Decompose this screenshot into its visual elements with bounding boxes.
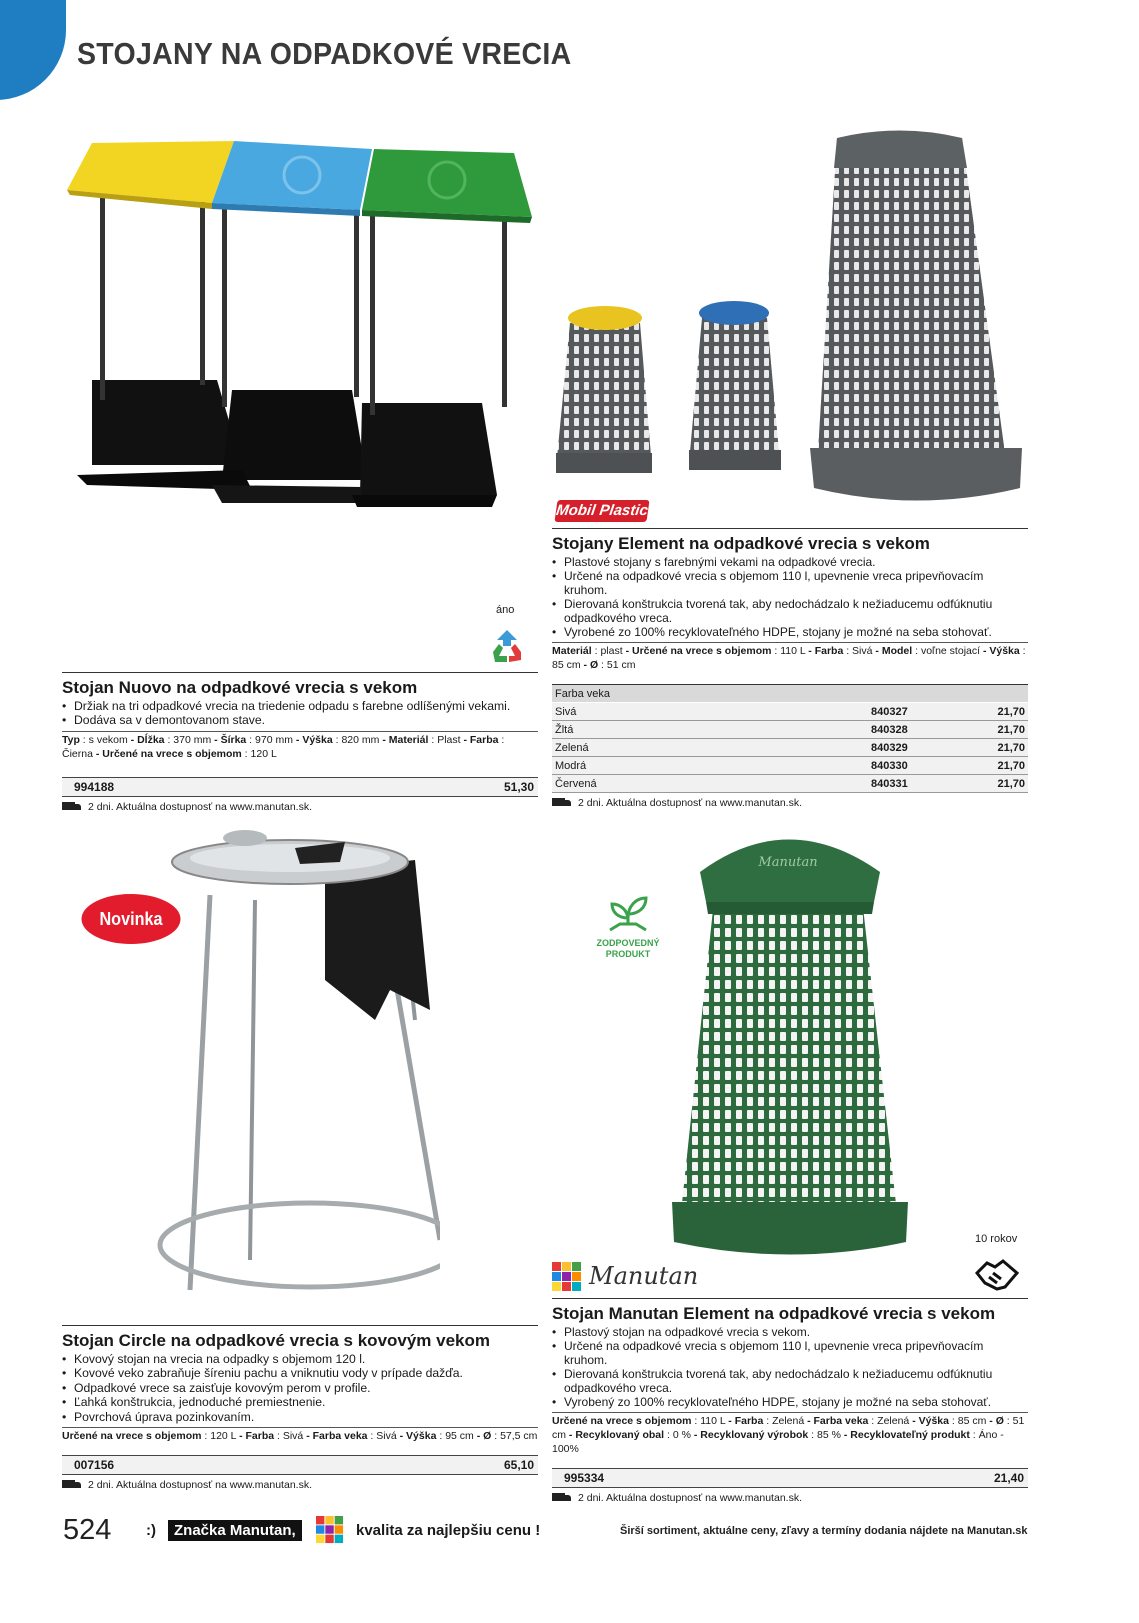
delivery-info: 2 dni. Aktuálna dostupnosť na www.manutan.sk. xyxy=(62,801,538,813)
manutan-cube-icon xyxy=(552,1262,582,1292)
product-price: 21,70 xyxy=(968,703,1028,721)
table-row[interactable]: Modrá 840330 21,70 xyxy=(552,757,1028,775)
product-code[interactable]: 840330 xyxy=(868,757,968,775)
lid-logo-text: Manutan xyxy=(758,855,818,870)
product-manutan-element xyxy=(552,1298,1028,1504)
feature-list xyxy=(62,1352,538,1424)
product-circle xyxy=(62,1325,538,1491)
product-code[interactable]: 840329 xyxy=(868,739,968,757)
product-price: 21,70 xyxy=(968,721,1028,739)
spec-line: Určené na vrece s objemom : 120 L - Farba : Sivá - Farba veka : Sivá - Výška : 95 cm - Ø : 57,5 cm xyxy=(62,1427,538,1443)
product-price: 21,40 xyxy=(993,1471,1024,1485)
product-code[interactable]: 840327 xyxy=(868,703,968,721)
truck-icon xyxy=(552,798,572,808)
feature-list xyxy=(552,1325,1028,1409)
product-code[interactable]: 994188 xyxy=(74,779,115,794)
product-element xyxy=(552,528,1028,809)
product-nuovo xyxy=(62,672,538,813)
nuovo-stand-image xyxy=(62,135,540,510)
truck-icon xyxy=(62,802,82,812)
corner-decoration xyxy=(0,0,66,100)
manutan-cube-icon xyxy=(316,1516,344,1544)
feature-item: • Dierovaná konštrukcia tvorená tak, aby nedochádzalo k nežiaducemu odfúknutiu odpadkového vreca. xyxy=(552,597,1028,625)
price-row[interactable] xyxy=(552,1468,1028,1488)
spec-line: Určené na vrece s objemom : 110 L - Farba : Zelená - Farba veka : Zelená - Výška : 85 cm - Ø : 51 cm - Recyklovaný obal : 0 % - Recyklovaný výrobok : 85 % - Recyklovateľný produkt : Áno - 100% xyxy=(552,1412,1028,1456)
feature-item: • Kovové veko zabraňuje šíreniu pachu a vniknutiu vody v prípade dažďa. xyxy=(62,1366,538,1380)
product-price: 65,10 xyxy=(503,1458,534,1473)
slogan-text: kvalita za najlepšiu cenu ! xyxy=(356,1522,541,1539)
table-row[interactable]: Zelená 840329 21,70 xyxy=(552,739,1028,757)
feature-item: • Držiak na tri odpadkové vrecia na triedenie odpadu s farebne odlíšenými vekami. xyxy=(62,699,538,713)
column-header: Farba veka xyxy=(552,685,868,703)
truck-icon xyxy=(552,1493,572,1503)
warranty-text: 10 rokov xyxy=(975,1233,1018,1245)
delivery-info: 2 dni. Aktuálna dostupnosť na www.manutan.sk. xyxy=(62,1479,538,1491)
table-row[interactable]: Žltá 840328 21,70 xyxy=(552,721,1028,739)
footer-info: Širší sortiment, aktuálne ceny, zľavy a termíny dodania nájdete na Manutan.sk xyxy=(620,1525,1028,1537)
brand-logo-mobil-plastic: Mobil Plastic xyxy=(554,500,649,522)
feature-list xyxy=(62,699,538,728)
feature-item: • Odpadkové vrece sa zaisťuje kovovým perom v profile. xyxy=(62,1381,538,1395)
spec-line: Typ : s vekom - Dĺžka : 370 mm - Šírka : 970 mm - Výška : 820 mm - Materiál : Plast - Farba : Čierna - Určené na vrece s objemom : 120 L xyxy=(62,731,538,761)
novinka-badge: Novinka xyxy=(82,894,181,944)
product-title: Stojany Element na odpadkové vrecia s vekom xyxy=(552,528,1028,553)
product-code[interactable]: 840331 xyxy=(868,775,968,793)
product-price: 21,70 xyxy=(968,775,1028,793)
feature-item: • Plastový stojan na odpadkové vrecia s vekom. xyxy=(552,1325,1028,1339)
product-title: Stojan Nuovo na odpadkové vrecia s vekom xyxy=(62,672,538,697)
feature-item: • Dodáva sa v demontovanom stave. xyxy=(62,713,538,727)
product-code[interactable]: 007156 xyxy=(74,1458,115,1473)
feature-item: • Ľahká konštrukcia, jednoduché premiestnenie. xyxy=(62,1395,538,1409)
feature-item: • Vyrobený zo 100% recyklovateľného HDPE, stojany je možné na seba stohovať. xyxy=(552,1395,1028,1409)
feature-item: • Povrchová úprava pozinkovaním. xyxy=(62,1410,538,1424)
recycle-icon xyxy=(487,626,527,666)
truck-icon xyxy=(62,1480,82,1490)
variants-table xyxy=(552,684,1028,793)
table-row[interactable]: Sivá 840327 21,70 xyxy=(552,703,1028,721)
circle-stand-image xyxy=(150,820,440,1305)
price-row[interactable] xyxy=(62,1455,538,1475)
feature-item: • Určené na odpadkové vrecia s objemom 110 l, upevnenie vreca pripevňovacím kruhom. xyxy=(552,569,1028,597)
product-title: Stojan Circle na odpadkové vrecia s kovovým vekom xyxy=(62,1325,538,1350)
brand-slogan-box: Značka Manutan, xyxy=(168,1520,302,1541)
website-link[interactable]: Manutan.sk xyxy=(966,1525,1028,1537)
price-row[interactable] xyxy=(62,777,538,797)
feature-item: • Určené na odpadkové vrecia s objemom 110 l, upevnenie vreca pripevňovacím kruhom. xyxy=(552,1339,1028,1367)
feature-list xyxy=(552,555,1028,639)
delivery-info: 2 dni. Aktuálna dostupnosť na www.manutan.sk. xyxy=(552,1492,1028,1504)
delivery-info: 2 dni. Aktuálna dostupnosť na www.manutan.sk. xyxy=(552,797,1028,809)
table-header-row xyxy=(552,685,1028,703)
page-number: 524 xyxy=(63,1514,112,1546)
handshake-icon xyxy=(975,1255,1019,1293)
page-title: STOJANY NA ODPADKOVÉ VRECIA xyxy=(77,36,572,71)
manutan-element-stand-image xyxy=(668,822,912,1262)
feature-item: • Dierovaná konštrukcia tvorená tak, aby nedochádzalo k nežiaducemu odfúknutiu odpadkového vreca. xyxy=(552,1367,1028,1395)
feature-item: • Plastové stojany s farebnými vekami na odpadkové vrecia. xyxy=(552,555,1028,569)
table-row[interactable]: Červená 840331 21,70 xyxy=(552,775,1028,793)
smile-icon: :) xyxy=(146,1522,156,1539)
feature-item: • Vyrobené zo 100% recyklovateľného HDPE, stojany je možné na seba stohovať. xyxy=(552,625,1028,639)
product-code[interactable]: 840328 xyxy=(868,721,968,739)
product-code[interactable]: 995334 xyxy=(564,1471,605,1485)
element-stands-image xyxy=(552,128,1030,510)
product-price: 51,30 xyxy=(503,779,534,794)
feature-item: • Kovový stojan na vrecia na odpadky s objemom 120 l. xyxy=(62,1352,538,1366)
product-price: 21,70 xyxy=(968,739,1028,757)
product-title: Stojan Manutan Element na odpadkové vrecia s vekom xyxy=(552,1298,1028,1323)
responsible-product-label: ZODPOVEDNÝ PRODUKT xyxy=(596,938,660,959)
responsible-product-icon xyxy=(606,892,650,936)
product-price: 21,70 xyxy=(968,757,1028,775)
spec-line: Materiál : plast - Určené na vrece s objemom : 110 L - Farba : Sivá - Model : voľne stojací - Výška : 85 cm - Ø : 51 cm xyxy=(552,642,1028,672)
eco-label-text: áno xyxy=(496,604,515,616)
page-footer xyxy=(0,1512,1139,1552)
manutan-brand-logo: Manutan xyxy=(589,1262,699,1290)
